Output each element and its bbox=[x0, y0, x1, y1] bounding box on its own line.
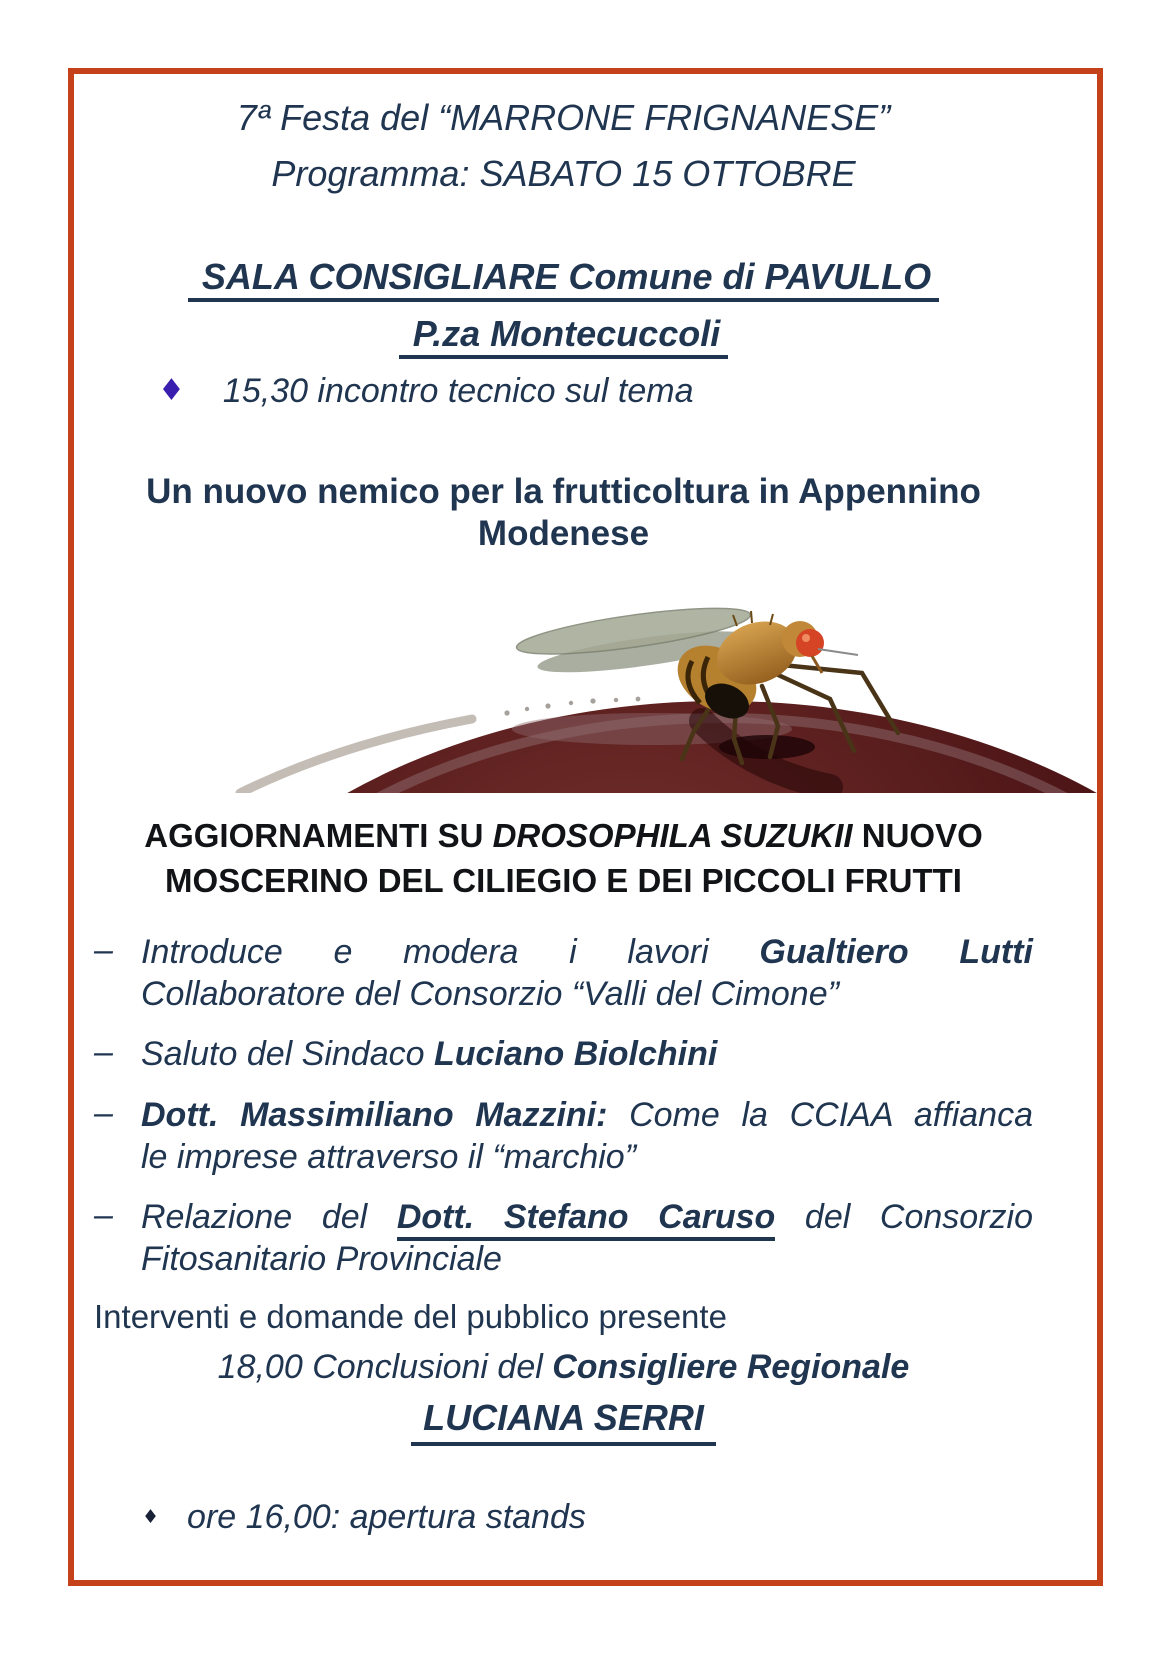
public-questions-line: Interventi e domande del pubblico presente bbox=[94, 1298, 727, 1336]
conclusion-line bbox=[94, 1348, 1033, 1387]
venue-line-2 bbox=[94, 305, 1033, 363]
topic-prefix: AGGIORNAMENTI SU bbox=[144, 816, 493, 854]
seminar-headline-line2: Modenese bbox=[477, 513, 650, 553]
stands-item-row bbox=[94, 1495, 1033, 1539]
event-subtitle: Programma: SABATO 15 OTTOBRE bbox=[271, 152, 856, 194]
agenda-item-text: Dott. Massimiliano Mazzini: Come la CCIAA affianca le imprese attraverso il “marchio” bbox=[141, 1095, 1033, 1176]
venue-block bbox=[94, 248, 1033, 363]
agenda-item-text: Introduce e modera i lavori Gualtiero Lutti Collaboratore del Consorzio “Valli del Cimone” bbox=[141, 933, 1033, 1014]
cherry-shape bbox=[222, 697, 1102, 793]
dash-bullet-icon: – bbox=[94, 1033, 113, 1072]
topic-species-name: DROSOPHILA SUZUKII bbox=[492, 816, 853, 854]
event-title: 7ª Festa del “MARRONE FRIGNANESE” bbox=[236, 97, 891, 138]
stands-item-text: ore 16,00: apertura stands bbox=[187, 1498, 586, 1537]
speaker-name-line bbox=[94, 1397, 1033, 1439]
diamond-bullet-icon: ♦ bbox=[158, 372, 185, 408]
dash-bullet-icon: – bbox=[94, 1093, 113, 1132]
schedule-item-text: 15,30 incontro tecnico sul tema bbox=[222, 371, 694, 410]
topic-suffix: NUOVO bbox=[852, 816, 983, 854]
agenda-item bbox=[94, 1094, 1033, 1178]
conclusion-time-text: 18,00 Conclusioni del bbox=[217, 1348, 553, 1387]
agenda-item bbox=[94, 1033, 1033, 1075]
fly-on-cherry-photo bbox=[222, 561, 1102, 793]
dash-bullet-icon: – bbox=[94, 931, 113, 970]
diamond-bullet-icon: ♦ bbox=[142, 1505, 160, 1528]
dash-bullet-icon: – bbox=[94, 1195, 113, 1234]
venue-line-1 bbox=[94, 248, 1033, 306]
agenda-item bbox=[94, 931, 1033, 1015]
conclusion-role: Consigliere Regionale bbox=[552, 1348, 910, 1387]
schedule-item-row bbox=[94, 369, 1033, 413]
seminar-headline-line1: Un nuovo nemico per la frutticoltura in Appennino bbox=[146, 471, 981, 511]
venue-square: P.za Montecuccoli bbox=[399, 313, 728, 359]
venue-name: SALA CONSIGLIARE Comune di PAVULLO bbox=[188, 256, 939, 302]
agenda-item-text: Saluto del Sindaco Luciano Biolchini bbox=[141, 1035, 718, 1074]
seminar-headline bbox=[94, 471, 1033, 555]
speaker-name: LUCIANA SERRI bbox=[411, 1397, 716, 1446]
topic-line2: MOSCERINO DEL CILIEGIO E DEI PICCOLI FRUTTI bbox=[165, 861, 962, 899]
agenda-list bbox=[94, 931, 1033, 1280]
flyer-page-border bbox=[68, 68, 1103, 1586]
topic-heading bbox=[94, 814, 1033, 903]
agenda-item-text: Relazione del Dott. Stefano Caruso del Consorzio Fitosanitario Provinciale bbox=[141, 1197, 1033, 1278]
agenda-item bbox=[94, 1196, 1033, 1280]
